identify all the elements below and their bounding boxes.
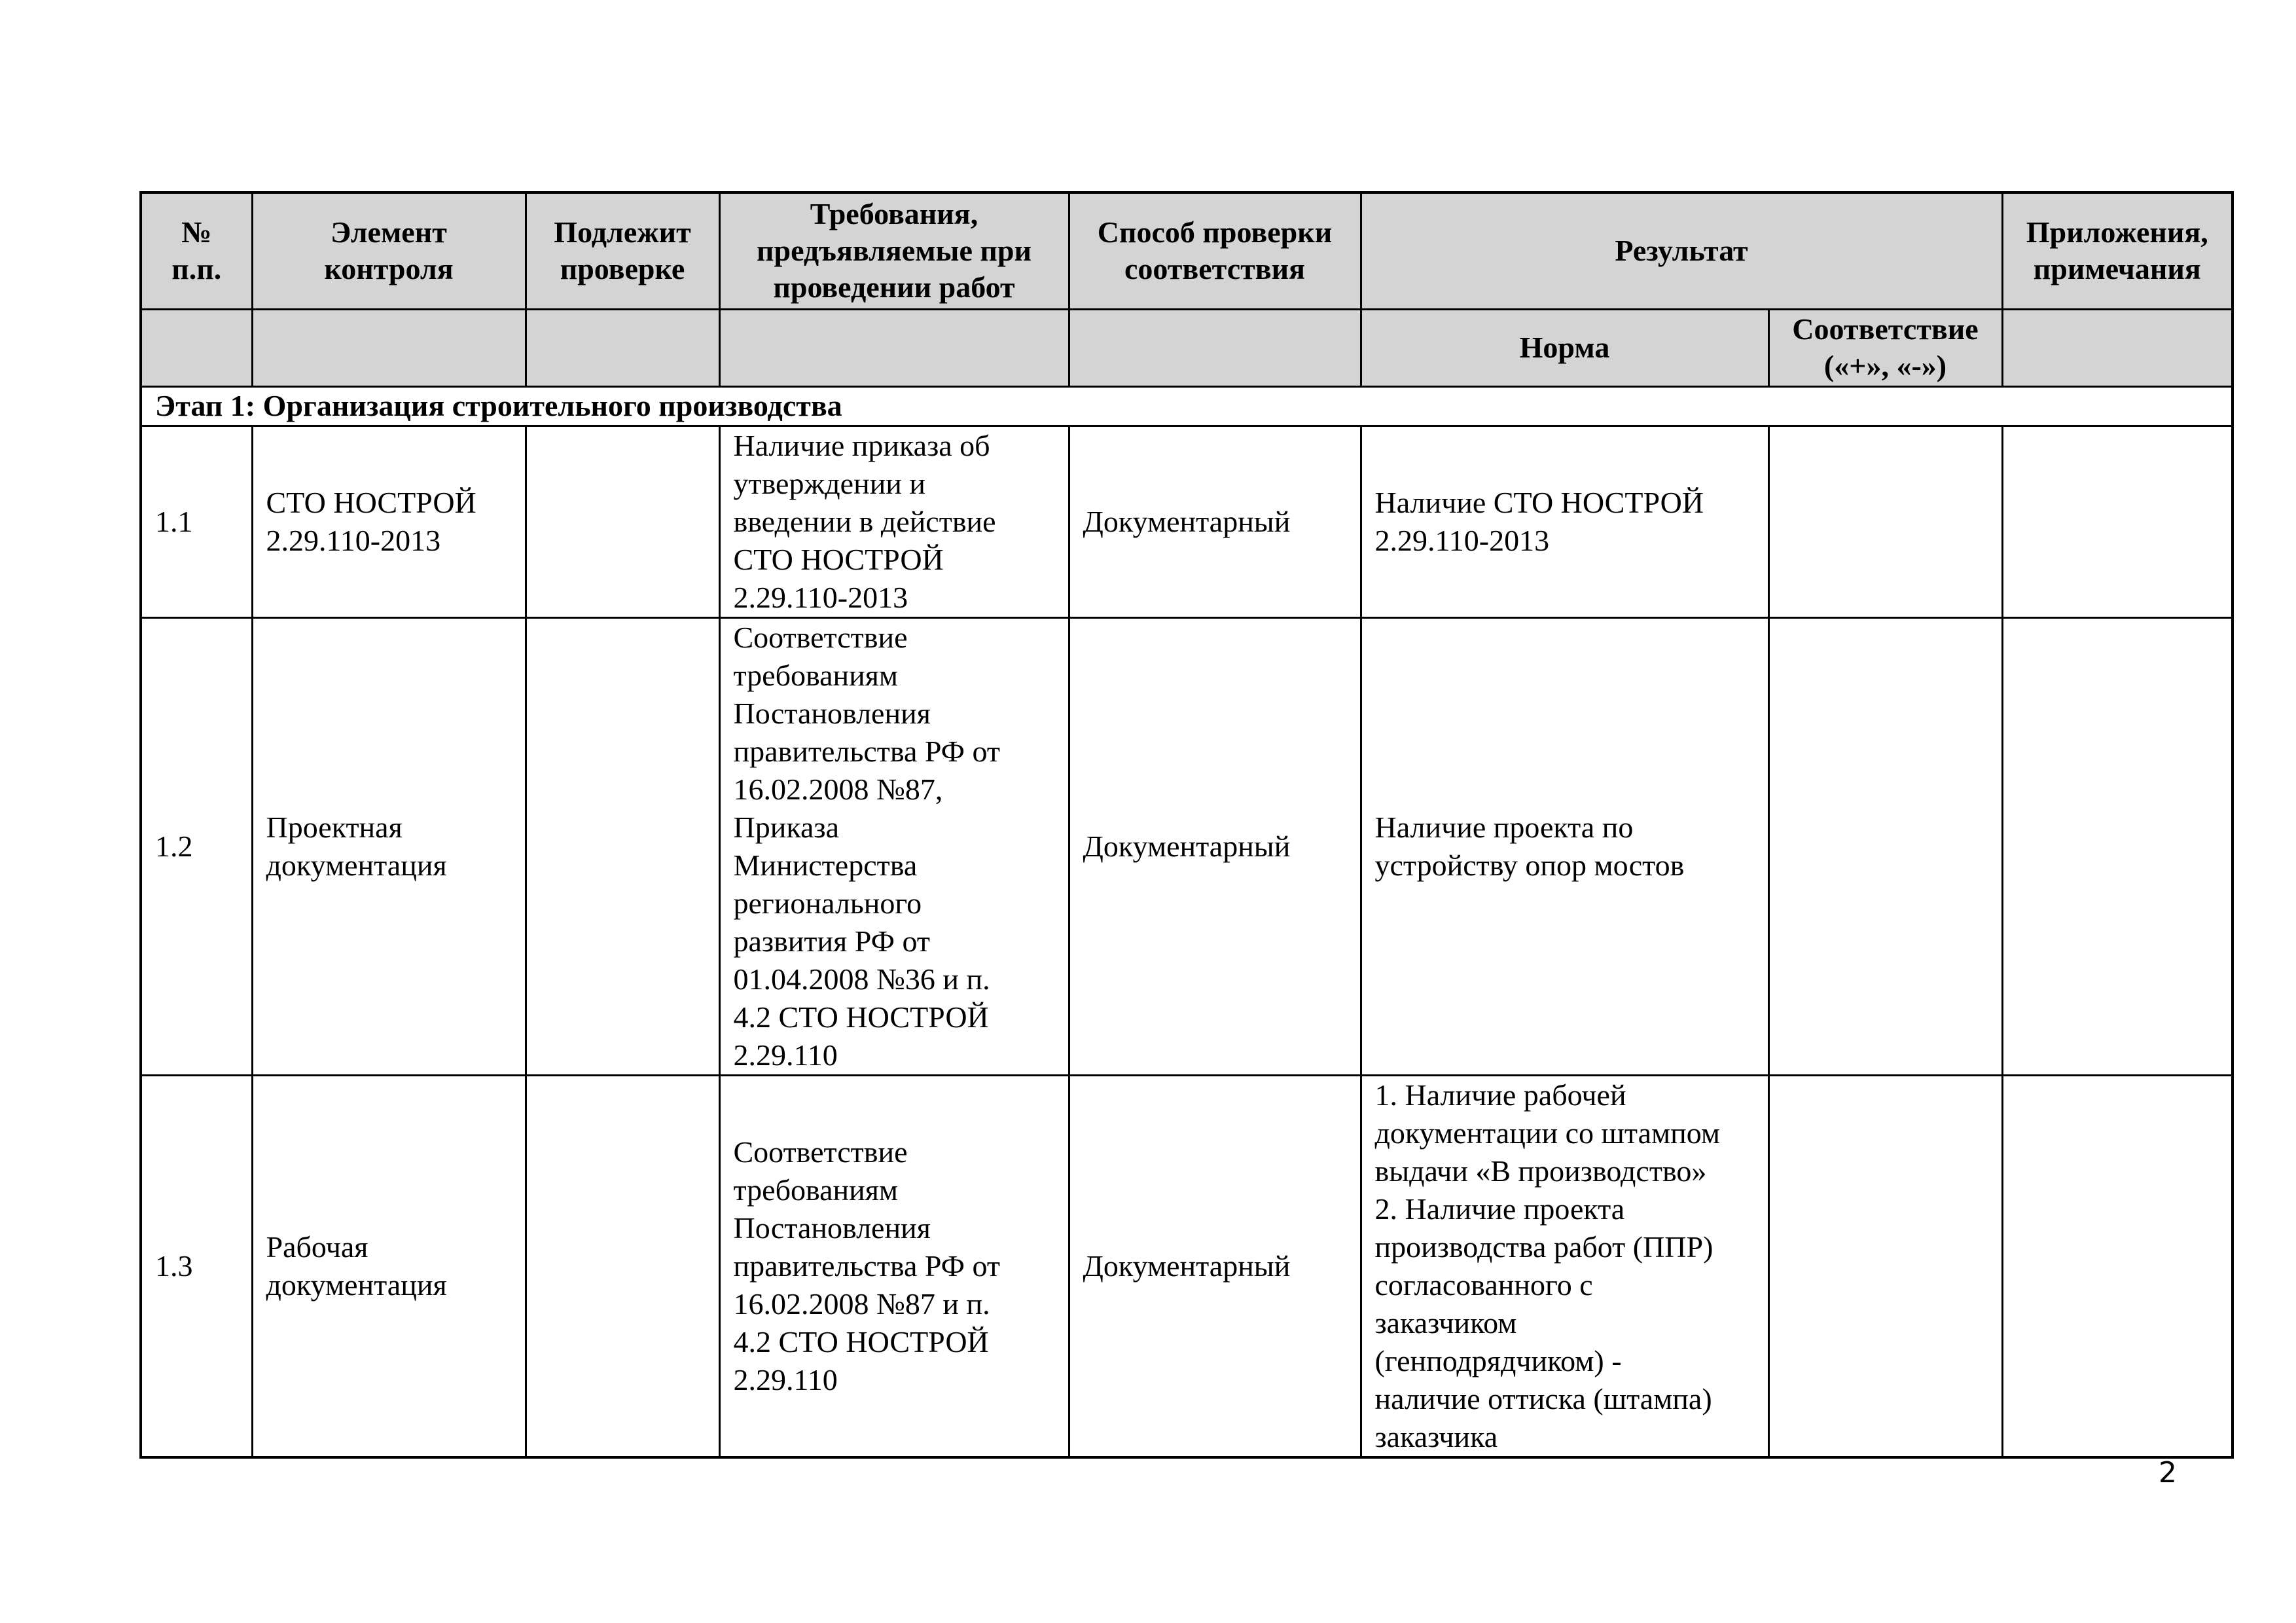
subheader-row: [141, 309, 2233, 386]
header-compliance: Соответствие («+», «-»): [1768, 309, 2002, 386]
row-number: 1.2: [141, 617, 252, 1075]
table-row: [141, 617, 2233, 1075]
row-number: 1.1: [141, 426, 252, 617]
method-cell: Документарный: [1069, 617, 1361, 1075]
table-row: [141, 1075, 2233, 1457]
header-requirements: Требования, предъявляемые при проведении работ: [719, 192, 1069, 309]
subheader-empty: [526, 309, 719, 386]
control-element: Рабочая документация: [252, 1075, 526, 1457]
header-subject: Подлежит проверке: [526, 192, 719, 309]
compliance-cell: [1768, 426, 2002, 617]
control-table: [139, 191, 2234, 1459]
requirements-cell: Наличие приказа об утверждении и введении в действие СТО НОСТРОЙ 2.29.110-2013: [719, 426, 1069, 617]
subheader-empty: [1069, 309, 1361, 386]
subject-cell: [526, 1075, 719, 1457]
header-norm: Норма: [1361, 309, 1768, 386]
subheader-empty: [719, 309, 1069, 386]
stage-row: [141, 386, 2233, 426]
header-notes: Приложения, примечания: [2002, 192, 2233, 309]
method-cell: Документарный: [1069, 426, 1361, 617]
norm-cell: 1. Наличие рабочей документации со штампом выдачи «В производство» 2. Наличие проекта производства работ (ППР) согласованного с заказчиком (генподрядчиком) - наличие оттиска (штампа) заказчика: [1361, 1075, 1768, 1457]
compliance-cell: [1768, 617, 2002, 1075]
norm-cell: Наличие проекта по устройству опор мостов: [1361, 617, 1768, 1075]
norm-cell: Наличие СТО НОСТРОЙ 2.29.110-2013: [1361, 426, 1768, 617]
subject-cell: [526, 617, 719, 1075]
subheader-empty: [2002, 309, 2233, 386]
notes-cell: [2002, 426, 2233, 617]
page-number: 2: [2159, 1456, 2177, 1489]
subheader-empty: [252, 309, 526, 386]
header-method: Способ проверки соответствия: [1069, 192, 1361, 309]
notes-cell: [2002, 1075, 2233, 1457]
document-page: [139, 191, 2231, 1459]
stage-title: Этап 1: Организация строительного производства: [141, 386, 2233, 426]
row-number: 1.3: [141, 1075, 252, 1457]
header-element: Элемент контроля: [252, 192, 526, 309]
requirements-cell: Соответствие требованиям Постановления правительства РФ от 16.02.2008 №87 и п. 4.2 СТО НОСТРОЙ 2.29.110: [719, 1075, 1069, 1457]
header-result: Результат: [1361, 192, 2002, 309]
compliance-cell: [1768, 1075, 2002, 1457]
subject-cell: [526, 426, 719, 617]
requirements-cell: Соответствие требованиям Постановления правительства РФ от 16.02.2008 №87, Приказа Министерства регионального развития РФ от 01.04.2008 №36 и п. 4.2 СТО НОСТРОЙ 2.29.110: [719, 617, 1069, 1075]
notes-cell: [2002, 617, 2233, 1075]
header-num: № п.п.: [141, 192, 252, 309]
control-element: Проектная документация: [252, 617, 526, 1075]
method-cell: Документарный: [1069, 1075, 1361, 1457]
header-row: [141, 192, 2233, 309]
table-row: [141, 426, 2233, 617]
control-element: СТО НОСТРОЙ 2.29.110-2013: [252, 426, 526, 617]
subheader-empty: [141, 309, 252, 386]
